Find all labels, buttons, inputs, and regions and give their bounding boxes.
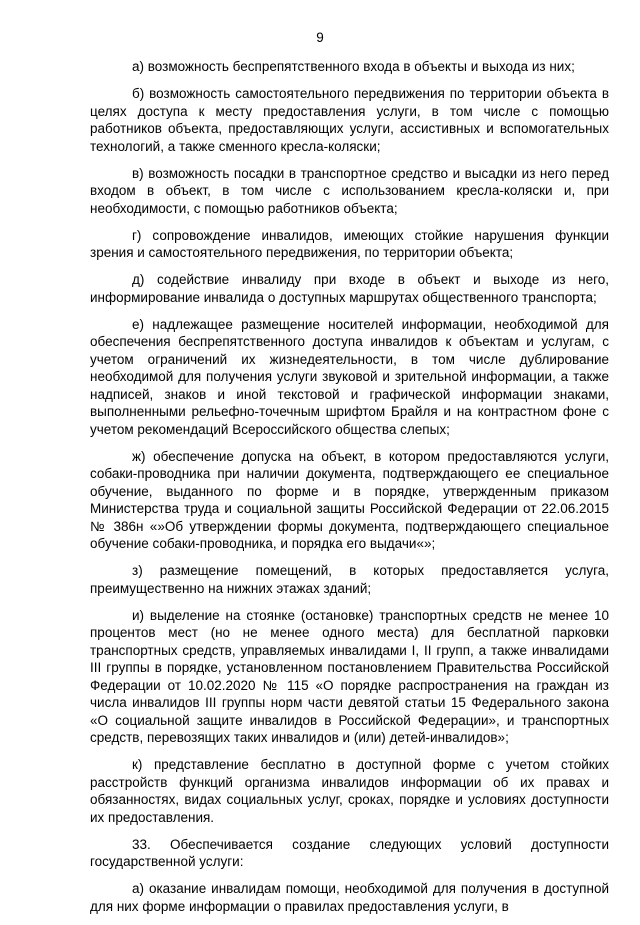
paragraph-d: д) содействие инвалиду при входе в объект и выходе из него, информирование инвалида о доступных маршрутах общественного транспорта; [90,272,609,305]
paragraph-g: г) сопровождение инвалидов, имеющих стойкие нарушения функции зрения и самостоятельного передвижения, по территории объекта; [90,227,609,260]
paragraph-i: и) выделение на стоянке (остановке) транспортных средств не менее 10 процентов мест (но не менее одного места) для бесплатной парковки транспортных средств, управляемых инвалидами I, II групп, а также инвалидами III группы в порядке, установленном постановлением Правительства Российской Федерации от 10.02.2020 № 115 «О порядке распространения на граждан из числа инвалидов III группы норм части девятой статьи 15 Федерального закона «О социальной защите инвалидов в Российской Федерации», и транспортных средств, перевозящих таких инвалидов и (или) детей-инвалидов»; [90,607,609,745]
paragraph-b: б) возможность самостоятельного передвижения по территории объекта в целях доступа к месту предоставления услуги, в том числе с помощью работников объекта, предоставляющих услуги, ассистивных и вспомогательных технологий, а также сменного кресла-коляски; [90,86,609,154]
paragraph-z: з) размещение помещений, в которых предоставляется услуга, преимущественно на нижних этажах зданий; [90,563,609,596]
paragraph-k: к) представление бесплатно в доступной форме с учетом стойких расстройств функций организма инвалидов информации об их правах и обязанностях, видах социальных услуг, сроках, порядке и условиях доступности их предоставления. [90,757,609,825]
paragraph-a: а) возможность беспрепятственного входа в объекты и выхода из них; [132,59,575,74]
paragraph-zh: ж) обеспечение допуска на объект, в котором предоставляются услуги, собаки-проводника при наличии документа, подтверждающего ее специальное обучение, выданного по форме и в порядке, утвержденным приказом Министерства труда и социальной защиты Российской Федерации от 22.06.2015 № 386н «»Об утверждении формы документа, подтверждающего специальное обучение собаки-проводника, и порядка его выдачи«»; [90,448,609,551]
paragraph-e: е) надлежащее размещение носителей информации, необходимой для обеспечения беспрепятственного доступа инвалидов к объектам и услугам, с учетом ограничений их жизнедеятельности, в том числе дублирование необходимой для получения услуги звуковой и зрительной информации, а также надписей, знаков и иной текстовой и графической информации знаками, выполненными рельефно-точечным шрифтом Брайля и на контрастном фоне с учетом рекомендаций Всероссийского общества слепых; [90,316,609,437]
page-number: 9 [316,30,324,45]
section-33-heading: 33. Обеспечивается создание следующих условий доступности государственной услуги: [90,836,609,869]
paragraph-v: в) возможность посадки в транспортное средство и высадки из него перед входом в объект, в том числе с использованием кресла-коляски и, при необходимости, с помощью работников объекта; [90,165,609,216]
paragraph-33-a: а) оказание инвалидам помощи, необходимой для получения в доступной для них форме информации о правилах предоставления услуги, в [90,881,609,914]
document-body [90,58,609,925]
